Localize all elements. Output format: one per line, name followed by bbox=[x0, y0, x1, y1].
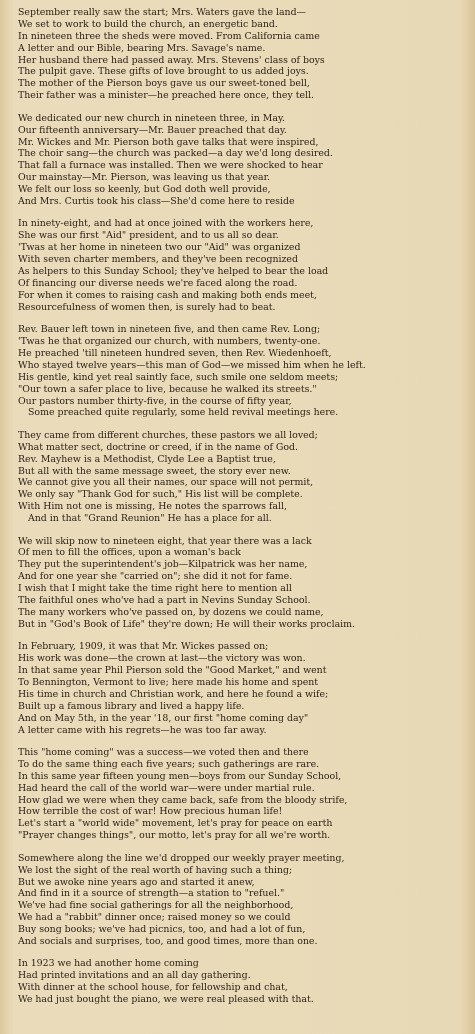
poem-line: We will skip now to nineteen eight, that year there was a lack bbox=[18, 535, 312, 547]
poem-line: This "home coming" was a success—we voted then and there bbox=[18, 747, 309, 759]
poem-line: And in that "Grand Reunion" He has a place for all. bbox=[28, 513, 272, 525]
poem-line: Had printed invitations and an all day gathering. bbox=[18, 970, 251, 982]
poem-line: We only say "Thank God for such," His list will be complete. bbox=[18, 489, 303, 501]
stanza bbox=[18, 853, 469, 948]
stanza bbox=[18, 641, 469, 736]
stanza bbox=[18, 958, 469, 1006]
poem-line: His gentle, kind yet real saintly face, such smile one seldom meets; bbox=[18, 371, 339, 383]
poem-line: They came from different churches, these pastors we all loved; bbox=[18, 429, 318, 441]
poem-line: Of men to fill the offices, upon a woman's back bbox=[18, 547, 241, 559]
stanza bbox=[18, 324, 469, 419]
poem-line: In that same year Phil Pierson sold the "Good Market," and went bbox=[18, 665, 327, 677]
poem-line: The faithful ones who've had a part in Nevins Sunday School. bbox=[18, 595, 311, 607]
poem-line: We've had fine social gatherings for all the neighborhood, bbox=[18, 900, 294, 912]
poem-line: Their father was a minister—he preached here once, they tell. bbox=[18, 90, 315, 102]
poem-line: Built up a famous library and lived a happy life. bbox=[18, 700, 245, 712]
poem-line: The pulpit gave. These gifts of love brought to us added joys. bbox=[18, 66, 309, 78]
poem-line: A letter and our Bible, bearing Mrs. Savage's name. bbox=[18, 42, 266, 54]
stanza bbox=[18, 747, 469, 842]
poem-line: Rev. Mayhew is a Methodist, Clyde Lee a Baptist true, bbox=[18, 453, 276, 465]
poem-line: And Mrs. Curtis took his class—She'd come here to reside bbox=[18, 195, 295, 207]
stanza bbox=[18, 218, 469, 313]
poem-line: Mr. Wickes and Mr. Pierson both gave talks that were inspired, bbox=[18, 136, 319, 148]
poem-line: And socials and surprises, too, and good times, more than one. bbox=[18, 935, 318, 947]
poem-line: But all with the same message sweet, the story ever new. bbox=[18, 465, 291, 477]
poem-line: Somewhere along the line we'd dropped our weekly prayer meeting, bbox=[18, 852, 345, 864]
poem-line: With seven charter members, and they've been recognized bbox=[18, 254, 298, 266]
poem-line: Our fifteenth anniversary—Mr. Bauer preached that day. bbox=[18, 124, 287, 136]
poem-line: Resourcefulness of women then, is surely had to beat. bbox=[18, 301, 276, 313]
stanza bbox=[18, 536, 469, 631]
poem-line: Her husband there had passed away. Mrs. Stevens' class of boys bbox=[18, 54, 325, 66]
poem-line: For when it comes to raising cash and making both ends meet, bbox=[18, 289, 317, 301]
poem-line: 'Twas he that organized our church, with numbers, twenty-one. bbox=[18, 336, 321, 348]
poem-line: How terrible the cost of war! How precious human life! bbox=[18, 806, 283, 818]
poem-line: Some preached quite regularly, some held revival meetings here. bbox=[28, 407, 339, 419]
poem-line: In 1923 we had another home coming bbox=[18, 958, 199, 970]
poem-line: 'Twas at her home in nineteen two our "Aid" was organized bbox=[18, 242, 301, 254]
poem-line: And on May 5th, in the year '18, our first "home coming day" bbox=[18, 712, 309, 724]
stanza bbox=[18, 113, 469, 208]
poem-line: "Our town a safer place to live, because he walked its streets." bbox=[18, 383, 317, 395]
poem-line: Our mainstay—Mr. Pierson, was leaving us that year. bbox=[18, 172, 271, 184]
poem-line: We cannot give you all their names, our space will not permit, bbox=[18, 477, 314, 489]
poem-line: Rev. Bauer left town in nineteen five, and then came Rev. Long; bbox=[18, 324, 321, 336]
poem-line: They put the superintendent's job—Kilpatrick was her name, bbox=[18, 559, 308, 571]
poem-line: To Bennington, Vermont to live; here made his home and spent bbox=[18, 676, 319, 688]
poem-line: Had heard the call of the world war—were under martial rule. bbox=[18, 782, 315, 794]
stanza bbox=[18, 430, 469, 525]
poem-line: And for one year she "carried on"; she did it not for fame. bbox=[18, 571, 293, 583]
poem-line: How glad we were when they came back, safe from the bloody strife, bbox=[18, 794, 348, 806]
poem-line: September really saw the start; Mrs. Waters gave the land— bbox=[18, 7, 306, 18]
poem-text bbox=[18, 7, 469, 1006]
poem-line: And find in it a source of strength—a station to "refuel." bbox=[18, 888, 285, 900]
poem-line: With Him not one is missing, He notes the sparrows fall, bbox=[18, 501, 287, 513]
poem-line: Of financing our diverse needs we're faced along the road. bbox=[18, 277, 298, 289]
poem-line: The choir sang—the church was packed—a day we'd long desired. bbox=[18, 148, 333, 160]
poem-line: With dinner at the school house, for fellowship and chat, bbox=[18, 982, 288, 994]
poem-line: The many workers who've passed on, by dozens we could name, bbox=[18, 606, 324, 618]
poem-line: "Prayer changes things", our motto, let's pray for all we're worth. bbox=[18, 830, 331, 842]
poem-line: We felt our loss so keenly, but God doth well provide, bbox=[18, 184, 271, 196]
stanza bbox=[18, 7, 469, 102]
poem-line: We had just bought the piano, we were real pleased with that. bbox=[18, 994, 314, 1006]
poem-line: We lost the sight of the real worth of having such a thing; bbox=[18, 864, 293, 876]
poem-line: But in "God's Book of Life" they're down; He will their works proclaim. bbox=[18, 618, 356, 630]
poem-line: The mother of the Pierson boys gave us our sweet-toned bell, bbox=[18, 78, 310, 90]
poem-line: She was our first "Aid" president, and to us all so dear. bbox=[18, 230, 279, 242]
poem-line: That fall a furnace was installed. Then we were shocked to hear bbox=[18, 160, 323, 172]
poem-line: We dedicated our new church in nineteen three, in May. bbox=[18, 112, 285, 124]
poem-line: Buy song books; we've had picnics, too, and had a lot of fun, bbox=[18, 924, 306, 936]
poem-line: As helpers to this Sunday School; they've helped to bear the load bbox=[18, 266, 329, 277]
poem-line: I wish that I might take the time right here to mention all bbox=[18, 583, 292, 595]
poem-line: In this same year fifteen young men—boys from our Sunday School, bbox=[18, 770, 342, 782]
poem-line: Who stayed twelve years—this man of God—we missed him when he left. bbox=[18, 359, 366, 371]
poem-line: To do the same thing each five years; such gatherings are rare. bbox=[18, 758, 320, 770]
poem-line: In nineteen three the sheds were moved. From California came bbox=[18, 30, 320, 42]
poem-line: But we awoke nine years ago and started it anew, bbox=[18, 876, 255, 888]
poem-line: What matter sect, doctrine or creed, if in the name of God. bbox=[18, 441, 299, 453]
poem-line: Our pastors number thirty-five, in the course of fifty year, bbox=[18, 395, 292, 407]
poem-line: A letter came with his regrets—he was too far away. bbox=[18, 724, 267, 736]
poem-line: In February, 1909, it was that Mr. Wickes passed on; bbox=[18, 641, 269, 653]
poem-line: In ninety-eight, and had at once joined with the workers here, bbox=[18, 218, 314, 230]
poem-line: He preached 'till nineteen hundred seven, then Rev. Wiedenhoeft, bbox=[18, 347, 332, 359]
poem-line: Let's start a "world wide" movement, let's pray for peace on earth bbox=[18, 818, 333, 830]
poem-line: We had a "rabbit" dinner once; raised money so we could bbox=[18, 912, 291, 924]
poem-line: His work was done—the crown at last—the victory was won. bbox=[18, 653, 306, 665]
poem-line: His time in church and Christian work, and here he found a wife; bbox=[18, 688, 329, 700]
poem-line: We set to work to build the church, an energetic band. bbox=[18, 18, 278, 30]
